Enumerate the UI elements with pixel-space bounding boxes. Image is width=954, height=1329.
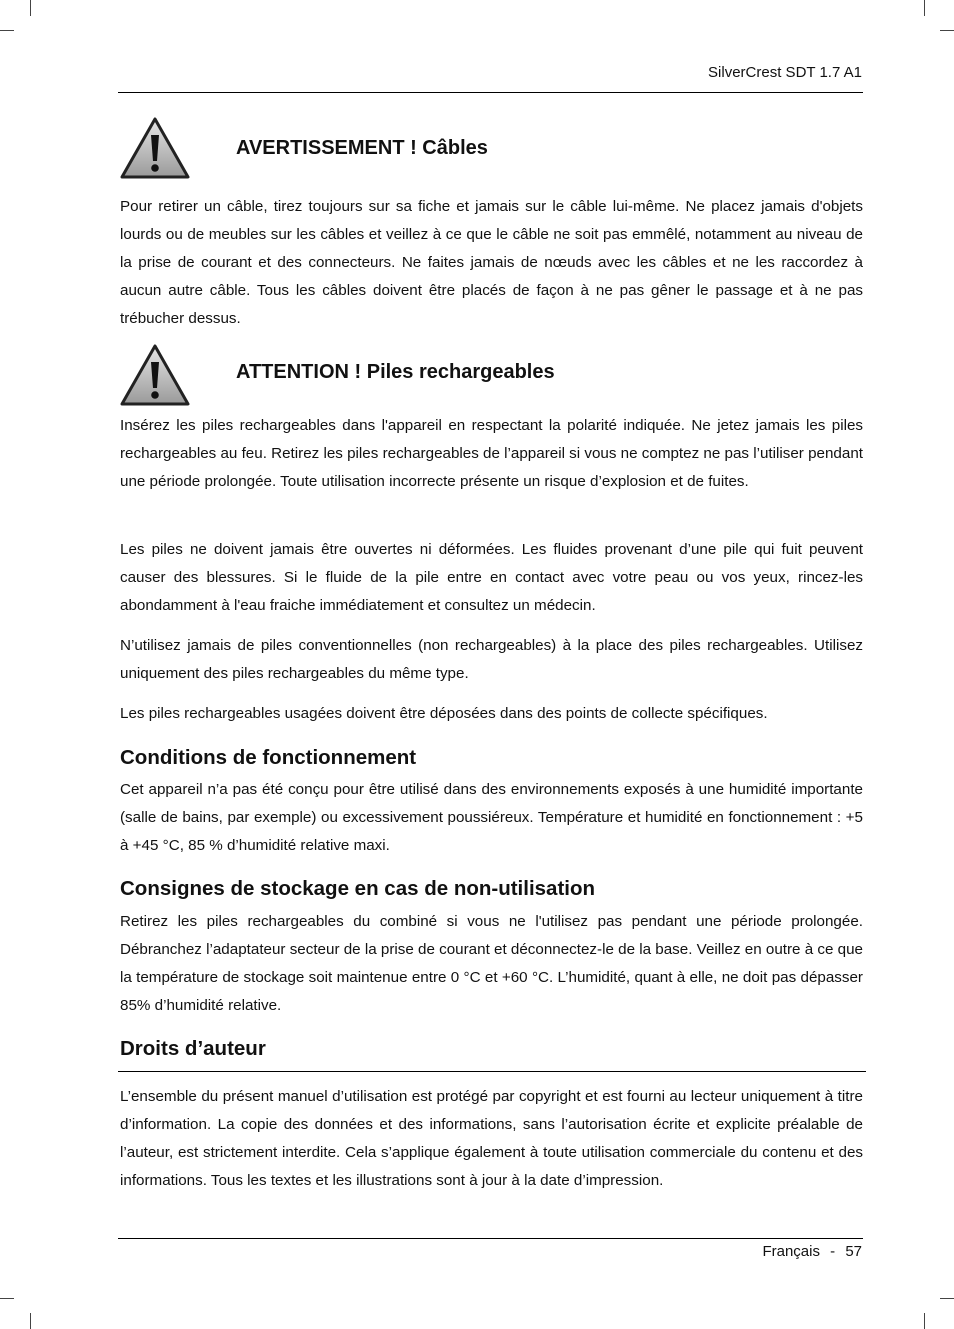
storage-text: Retirez les piles rechargeables du combiné si vous ne l'utilisez pas pendant une période prolongée. Débranchez l’adaptateur secteur de la prise de courant et déconnectez-le de la base. Veillez en outre à ce que la température de stockage soit maintenue entre 0 °C et +60 °C. L’humidité, quant à elle, ne doit pas dépasser 85% d’humidité relative. bbox=[120, 913, 863, 1014]
crop-mark bbox=[940, 30, 954, 31]
crop-mark bbox=[0, 30, 14, 31]
footer-language: Français bbox=[762, 1243, 820, 1260]
section-heading-copyright: Droits d’auteur bbox=[120, 1037, 266, 1060]
footer-separator: - bbox=[830, 1243, 836, 1260]
footer-rule bbox=[118, 1238, 863, 1239]
running-title: SilverCrest SDT 1.7 A1 bbox=[708, 64, 862, 81]
crop-mark bbox=[0, 1298, 14, 1299]
warning-triangle-icon bbox=[120, 117, 190, 179]
warning-cables-text: Pour retirer un câble, tirez toujours sur sa fiche et jamais sur le câble lui-même. Ne placez jamais d'objets lourds ou de meubles sur les câbles et veillez à ce que le câble ne soit pas emmêlé, notamment au niveau de la prise de courant et des connecteurs. Ne faites jamais de nœuds avec les câbles et ne les raccordez à aucun autre câble. Tous les câbles doivent être placés de façon à ne pas gêner le passage et à ne pas trébucher dessus. bbox=[120, 198, 863, 327]
conditions-text: Cet appareil n’a pas été conçu pour être utilisé dans des environnements exposés à une humidité importante (salle de bains, par exemple) ou excessivement poussiéreux. Température et humidité en fonctionnement : +5 à +45 °C, 85 % d’humidité relative maxi. bbox=[120, 781, 863, 854]
crop-mark bbox=[940, 1298, 954, 1299]
warning-batteries-paragraph: Insérez les piles rechargeables dans l'appareil en respectant la polarité indiquée. Ne jetez jamais les piles rechargeables au feu. Retirez les piles rechargeables de l’appareil si vous ne comptez ne pas l’utiliser pendant une période prolongée. Toute utilisation incorrecte présente un risque d’explosion et de fuites. bbox=[120, 417, 863, 490]
section-heading-conditions: Conditions de fonctionnement bbox=[120, 746, 417, 769]
warning-title: ATTENTION ! Piles rechargeables bbox=[236, 361, 555, 383]
page-footer bbox=[762, 1243, 862, 1260]
crop-mark bbox=[924, 1313, 925, 1329]
warning-title: AVERTISSEMENT ! Câbles bbox=[236, 137, 488, 159]
warning-batteries-paragraph: Les piles rechargeables usagées doivent être déposées dans des points de collecte spécifiques. bbox=[120, 705, 768, 722]
crop-mark bbox=[30, 1313, 31, 1329]
section-heading-storage: Consignes de stockage en cas de non-utilisation bbox=[120, 877, 596, 900]
warning-triangle-icon bbox=[120, 344, 190, 406]
header-rule bbox=[118, 92, 863, 93]
copyright-text: L’ensemble du présent manuel d’utilisation est protégé par copyright et est fourni au lecteur uniquement à titre d’information. La copie des données et des informations, sans l’autorisation écrite et explicite préalable de l’auteur, est strictement interdite. Cela s’applique également à toute utilisation commerciale du contenu et des informations. Tous les textes et les illustrations sont à jour à la date d’impression. bbox=[120, 1088, 863, 1189]
page-number: 57 bbox=[845, 1243, 862, 1260]
warning-batteries-paragraph: N’utilisez jamais de piles conventionnelles (non rechargeables) à la place des piles rechargeables. Utilisez uniquement des piles rechargeables du même type. bbox=[120, 637, 863, 682]
crop-mark bbox=[924, 0, 925, 16]
crop-mark bbox=[30, 0, 31, 16]
copyright-rule bbox=[118, 1071, 866, 1072]
warning-batteries-paragraph: Les piles ne doivent jamais être ouvertes ni déformées. Les fluides provenant d’une pile qui fuit peuvent causer des blessures. Si le fluide de la pile entre en contact avec votre peau ou vos yeux, rincez-les abondamment à l'eau fraiche immédiatement et consultez un médecin. bbox=[120, 541, 863, 614]
